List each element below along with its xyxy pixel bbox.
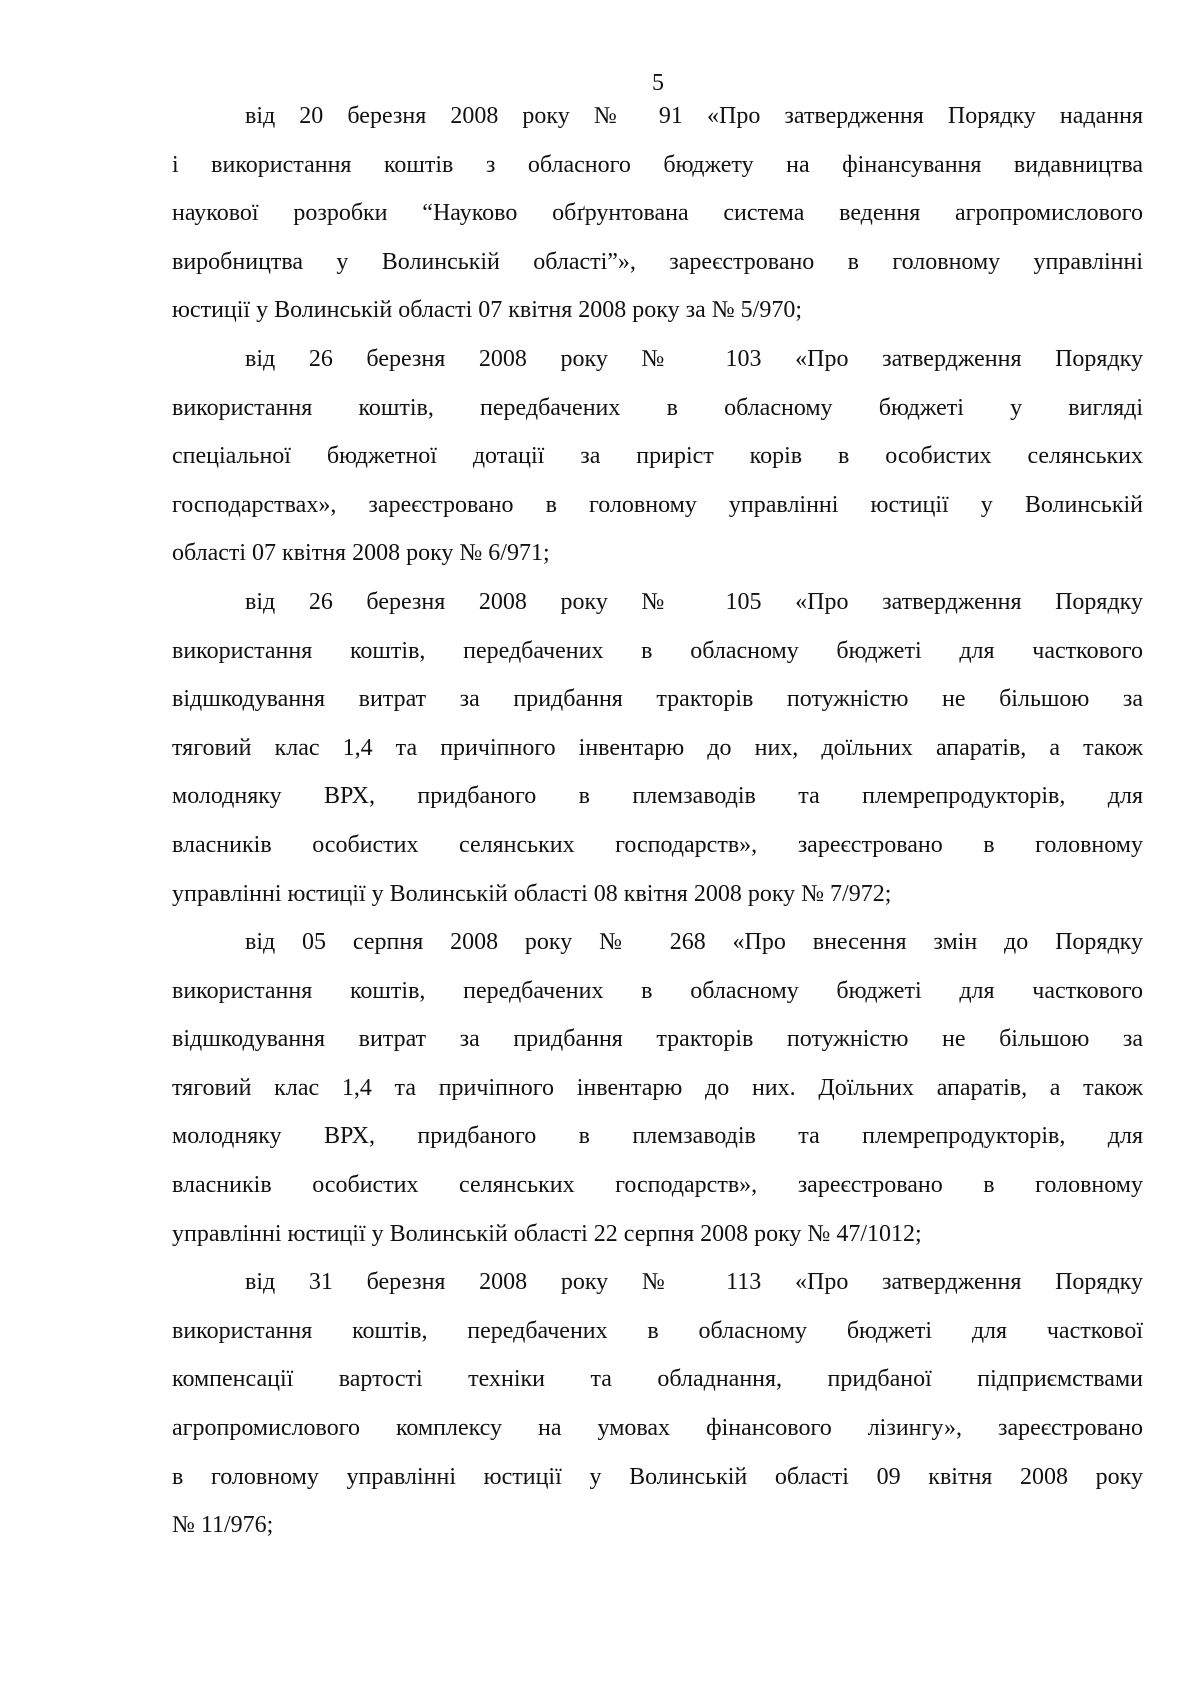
paragraph-order-91 — [172, 92, 1143, 335]
paragraph-line: в головному управлінні юстиції у Волинській області 09 квітня 2008 року — [172, 1463, 1143, 1490]
paragraph-line: тяговий клас 1,4 та причіпного інвентарю до них. Доїльних апаратів, а також — [172, 1074, 1143, 1101]
paragraph-line: компенсації вартості техніки та обладнання, придбаної підприємствами — [172, 1366, 1143, 1393]
document-body — [172, 92, 1143, 1550]
paragraph-line: молодняку ВРХ, придбаного в племзаводів та племрепродукторів, для — [172, 783, 1143, 810]
paragraph-order-113 — [172, 1258, 1143, 1550]
paragraph-line: і використання коштів з обласного бюджету на фінансування видавництва — [172, 151, 1143, 178]
paragraph-line: власників особистих селянських господарств», зареєстровано в головному — [172, 831, 1143, 858]
paragraph-line: агропромислового комплексу на умовах фінансового лізингу», зареєстровано — [172, 1415, 1143, 1442]
paragraph-line: управлінні юстиції у Волинській області 08 квітня 2008 року № 7/972; — [172, 880, 892, 907]
paragraph-line: використання коштів, передбачених в обласному бюджеті для часткового — [172, 637, 1143, 664]
paragraph-line: використання коштів, передбачених в обласному бюджеті у вигляді — [172, 394, 1143, 421]
paragraph-line: від 31 березня 2008 року № 113 «Про затвердження Порядку — [245, 1269, 1143, 1296]
paragraph-line: використання коштів, передбачених в обласному бюджеті для часткової — [172, 1317, 1143, 1344]
page-number: 5 — [652, 70, 664, 96]
paragraph-line: власників особистих селянських господарств», зареєстровано в головному — [172, 1172, 1143, 1199]
paragraph-line: виробництва у Волинській області”», зареєстровано в головному управлінні — [172, 248, 1143, 275]
paragraph-line: юстиції у Волинській області 07 квітня 2008 року за № 5/970; — [172, 297, 802, 324]
paragraph-line: відшкодування витрат за придбання тракторів потужністю не більшою за — [172, 1026, 1143, 1053]
paragraph-line: управлінні юстиції у Волинській області 22 серпня 2008 року № 47/1012; — [172, 1220, 922, 1247]
paragraph-order-105 — [172, 578, 1143, 918]
paragraph-line: області 07 квітня 2008 року № 6/971; — [172, 540, 550, 567]
paragraph-order-103 — [172, 335, 1143, 578]
paragraph-line: тяговий клас 1,4 та причіпного інвентарю до них, доїльних апаратів, а також — [172, 734, 1143, 761]
paragraph-line: від 26 березня 2008 року № 103 «Про затвердження Порядку — [245, 345, 1143, 372]
paragraph-line: використання коштів, передбачених в обласному бюджеті для часткового — [172, 977, 1143, 1004]
paragraph-line: від 20 березня 2008 року № 91 «Про затвердження Порядку надання — [245, 103, 1143, 129]
paragraph-line: господарствах», зареєстровано в головному управлінні юстиції у Волинській — [172, 491, 1143, 518]
paragraph-line: № 11/976; — [172, 1512, 274, 1539]
paragraph-line: спеціальної бюджетної дотації за приріст корів в особистих селянських — [172, 443, 1143, 470]
paragraph-order-268 — [172, 918, 1143, 1258]
paragraph-line: молодняку ВРХ, придбаного в племзаводів та племрепродукторів, для — [172, 1123, 1143, 1150]
paragraph-line: від 05 серпня 2008 року № 268 «Про внесення змін до Порядку — [245, 929, 1143, 956]
paragraph-line: наукової розробки “Науково обґрунтована система ведення агропромислового — [172, 200, 1143, 227]
paragraph-line: від 26 березня 2008 року № 105 «Про затвердження Порядку — [245, 588, 1143, 615]
paragraph-line: відшкодування витрат за придбання тракторів потужністю не більшою за — [172, 686, 1143, 713]
